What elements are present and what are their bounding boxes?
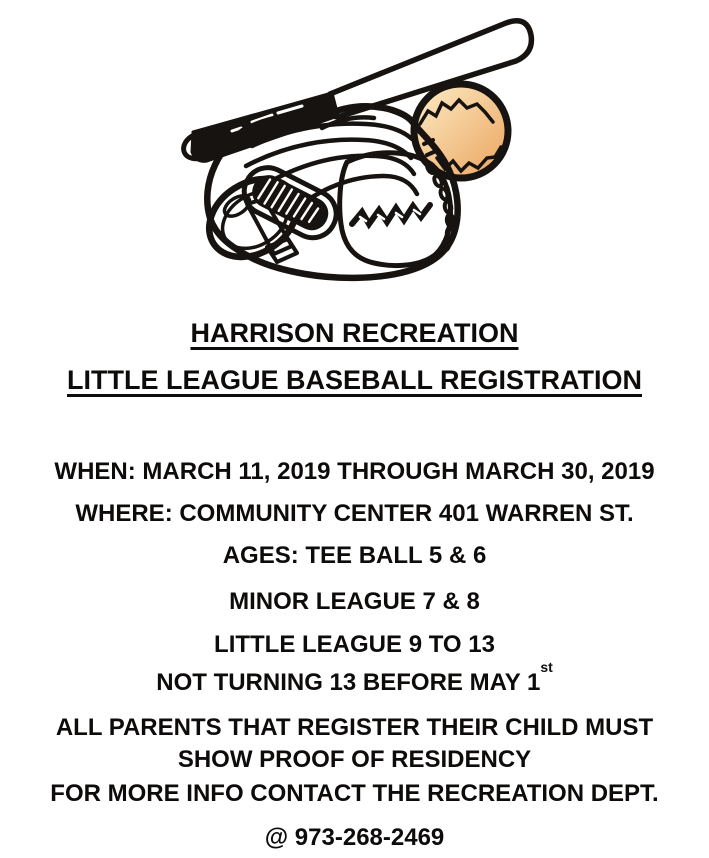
age-cutoff-text: NOT TURNING 13 BEFORE MAY 1: [156, 669, 541, 696]
baseball-clipart-svg: [0, 0, 709, 305]
lace-stitching: [352, 205, 430, 224]
parents-notice-line-1: ALL PARENTS THAT REGISTER THEIR CHILD MUST: [55, 714, 654, 741]
flyer-title: HARRISON RECREATION: [190, 318, 519, 348]
contact-info-line: FOR MORE INFO CONTACT THE RECREATION DEPT.: [50, 780, 659, 807]
parents-notice-line-2: SHOW PROOF OF RESIDENCY: [177, 746, 532, 773]
minor-league-line: MINOR LEAGUE 7 & 8: [229, 588, 480, 615]
when-line: WHEN: MARCH 11, 2019 THROUGH MARCH 30, 2019: [54, 458, 655, 485]
ages-line: AGES: TEE BALL 5 & 6: [222, 542, 487, 569]
ordinal-suffix: st: [540, 659, 553, 675]
baseball-clipart: [0, 0, 709, 305]
phone-line: @ 973-268-2469: [264, 824, 445, 851]
age-cutoff-line: [0, 659, 709, 697]
where-line: WHERE: COMMUNITY CENTER 401 WARREN ST.: [75, 500, 634, 527]
flyer-subtitle: LITTLE LEAGUE BASEBALL REGISTRATION: [66, 365, 642, 395]
little-league-line: LITTLE LEAGUE 9 TO 13: [214, 631, 495, 658]
